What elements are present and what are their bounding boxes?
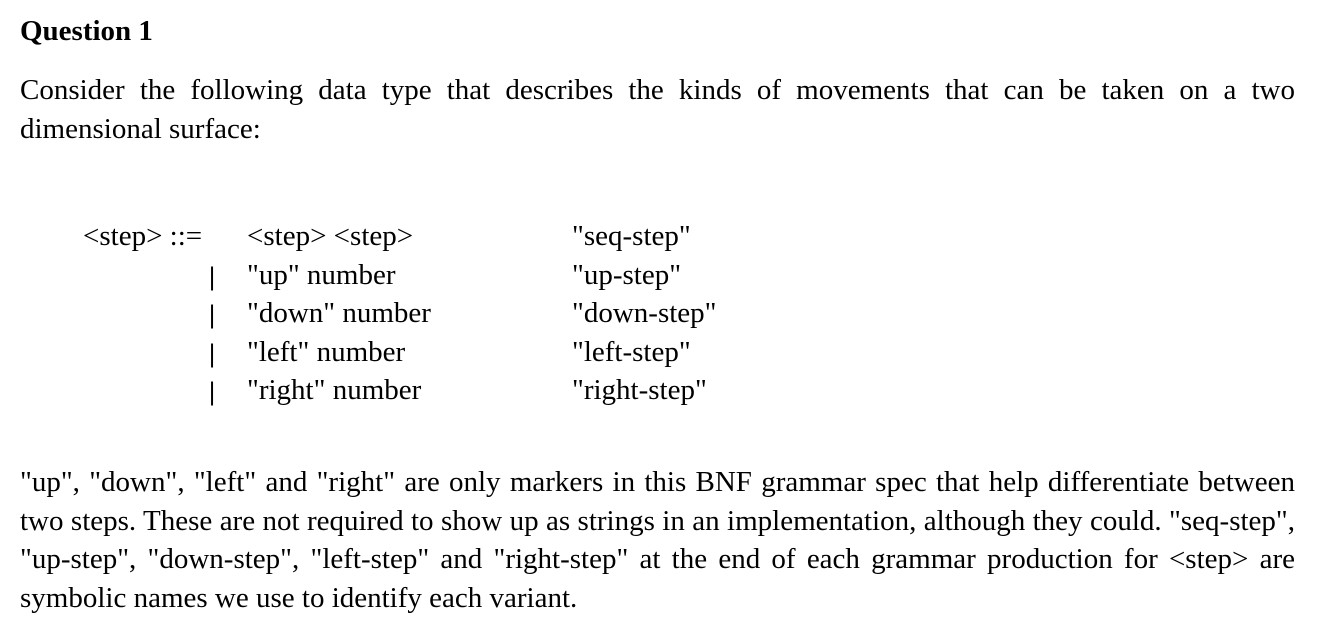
- grammar-alternative-bar: |: [208, 378, 217, 406]
- grammar-alternative-bar: |: [208, 339, 217, 368]
- grammar-row: [0, 256, 1317, 295]
- grammar-variant-name: "left-step": [572, 335, 691, 368]
- grammar-row: [0, 294, 1317, 333]
- grammar-row: [0, 371, 1317, 410]
- grammar-variant-name: "down-step": [572, 297, 717, 329]
- grammar-alternative-bar: |: [208, 262, 217, 291]
- grammar-row: [0, 217, 1317, 256]
- grammar-variant-name: "seq-step": [572, 220, 691, 252]
- grammar-lhs: <step> ::=: [83, 220, 203, 252]
- grammar-production: "right" number: [247, 374, 422, 406]
- grammar-production: <step> <step>: [247, 220, 414, 252]
- grammar-production: "left" number: [247, 335, 406, 368]
- intro-paragraph: Consider the following data type that describes the kinds of movements that can be taken on a two dimensional surface:: [20, 74, 1295, 145]
- grammar-variant-name: "up-step": [572, 258, 682, 291]
- grammar-row: [0, 333, 1317, 372]
- explanation-paragraph: "up", "down", "left" and "right" are only markers in this BNF grammar spec that help differentiate between two steps. These are not required to show up as strings in an implementation, although they could. "seq-step", "up-step", "down-step", "left-step" and "right-step" at the end of each grammar production for <step> are symbolic names we use to identify each variant.: [20, 466, 1295, 614]
- grammar-variant-name: "right-step": [572, 374, 707, 406]
- grammar-production: "up" number: [247, 258, 396, 291]
- bnf-grammar: [0, 217, 1317, 417]
- grammar-alternative-bar: |: [208, 301, 217, 329]
- grammar-production: "down" number: [247, 297, 431, 329]
- question-heading: Question 1: [20, 15, 153, 47]
